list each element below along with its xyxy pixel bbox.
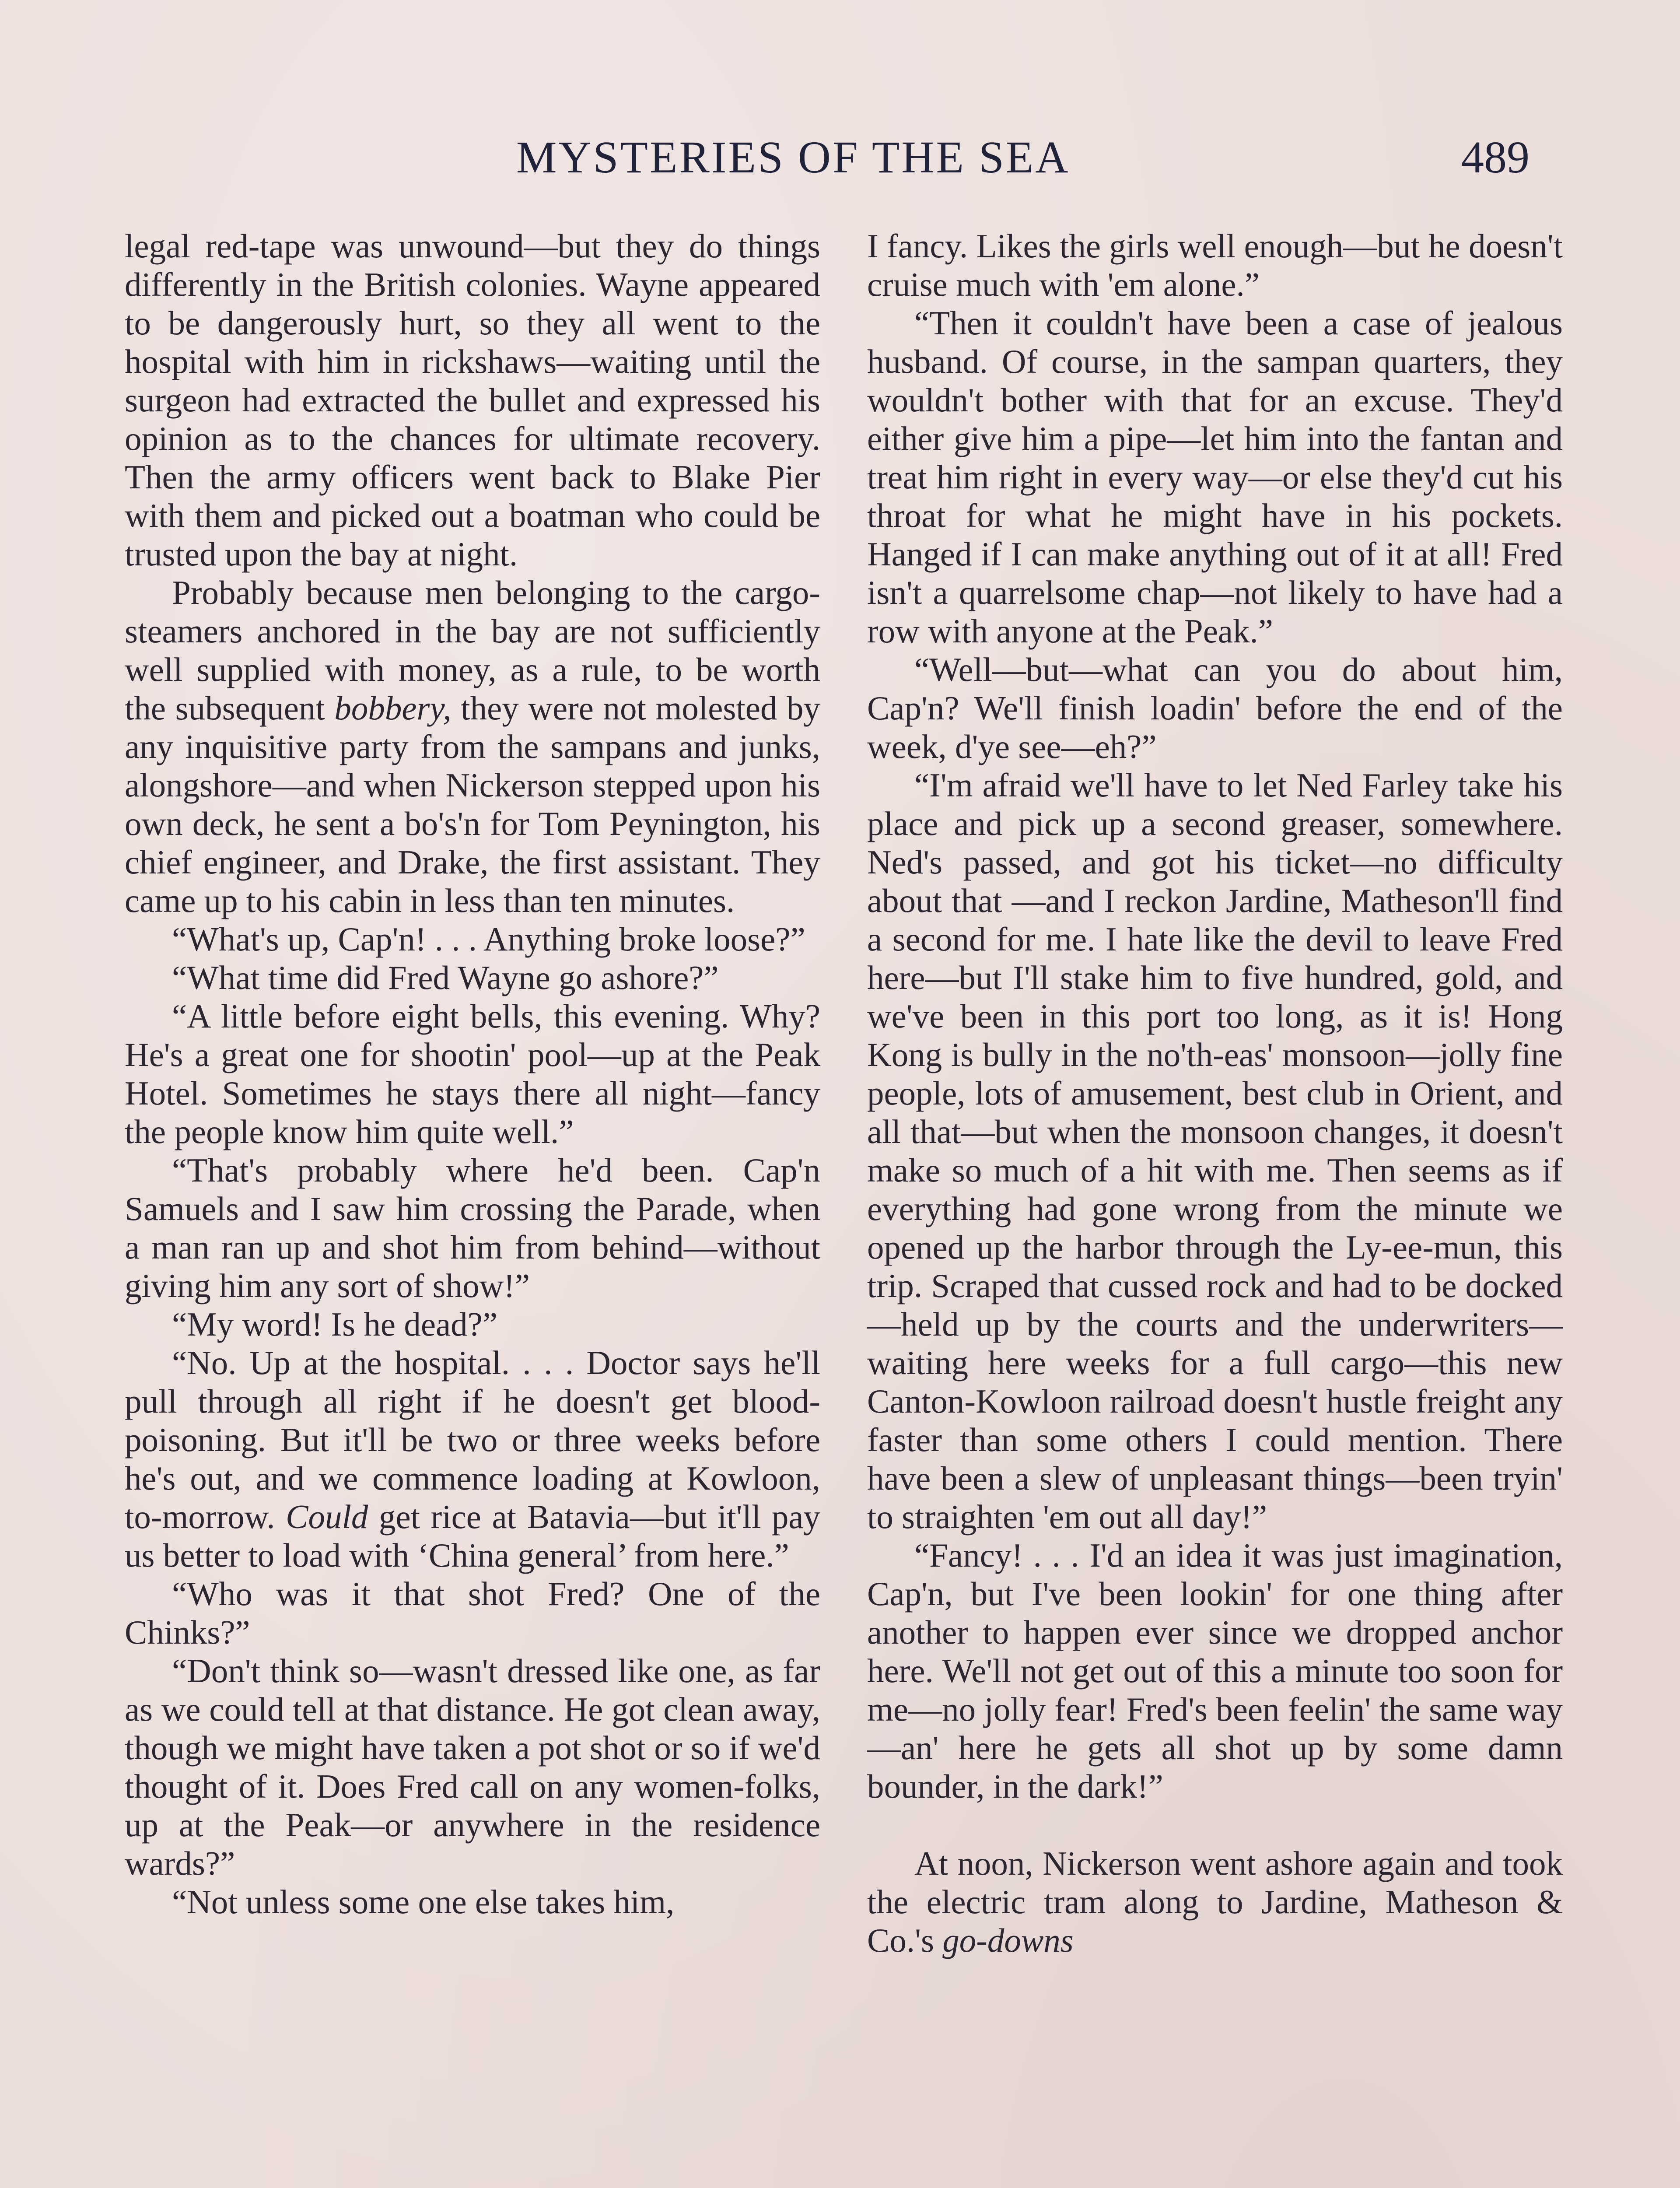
paragraph: “A little before eight bells, this evening. Why? He's a great one for shootin' pool—up at the Peak Hotel. Sometimes he stays there all night—fancy the people know him quite well.” xyxy=(125,997,820,1150)
paragraph: “Then it couldn't have been a case of jealous husband. Of course, in the sampan quarters, they wouldn't bother with that for an excuse. They'd either give him a pipe—let him into the fantan and treat him right in every way—or else they'd cut his throat for what he might have in his pockets. Hanged if I can make anything out of it at all! Fred isn't a quarrelsome chap—not likely to have had a row with anyone at the Peak.” xyxy=(867,304,1563,650)
italic-word: Could xyxy=(286,1498,368,1536)
paragraph: “Not unless some one else takes him, xyxy=(172,1883,675,1921)
paragraph: I fancy. Likes the girls well enough—but he doesn't cruise much with 'em alone.” xyxy=(867,227,1563,303)
paragraph: “Fancy! . . . I'd an idea it was just imagination, Cap'n, but I've been lookin' for one thing after another to happen ever since we dropped anchor here. We'll not get out of this a minute too soon for me—no jolly fear! Fred's been feelin' the same way—an' here he gets all shot up by some damn bounder, in the dark!” xyxy=(867,1536,1563,1805)
paragraph: “What's up, Cap'n! . . . Anything broke loose?” xyxy=(172,920,805,958)
paragraph: “My word! Is he dead?” xyxy=(172,1305,498,1343)
paragraph: “No. Up at the hospital. . . . Doctor says he'll pull through all right if he doesn't get blood-poisoning. But it'll be two or three weeks before he's out, and we commence loading at Kowloon, to-morrow. Could get rice at Batavia—but it'll pay us better to load with ‘China general’ from here.” xyxy=(125,1344,820,1574)
italic-word: bobbery, xyxy=(334,689,452,727)
paragraph: Probably because men belonging to the cargo-steamers anchored in the bay are not sufficiently well supplied with money, as a rule, to be worth the subsequent bobbery, they were not molested by any inquisitive party from the sampans and junks, alongshore—and when Nickerson stepped upon his own deck, he sent a bo's'n for Tom Peynington, his chief engineer, and Drake, the first assistant. They came up to his cabin in less than ten minutes. xyxy=(125,574,821,919)
paragraph: “What time did Fred Wayne go ashore?” xyxy=(172,959,719,996)
left-column xyxy=(125,227,820,1921)
paragraph: “Who was it that shot Fred? One of the Chinks?” xyxy=(125,1575,820,1651)
paragraph: legal red-tape was unwound—but they do things differently in the British colonies. Wayne appeared to be dangerously hurt, so they all went to the hospital with him in rickshaws—waiting until the surgeon had extracted the bullet and expressed his opinion as to the chances for ultimate recovery. Then the army officers went back to Blake Pier with them and picked out a boatman who could be trusted upon the bay at night. xyxy=(125,227,820,573)
page-header xyxy=(0,131,1680,184)
running-title: MYSTERIES OF THE SEA xyxy=(516,132,1070,182)
page-number: 489 xyxy=(1461,132,1530,182)
italic-word: go-downs xyxy=(942,1922,1074,1959)
paragraph: “Don't think so—wasn't dressed like one, as far as we could tell at that distance. He got clean away, though we might have taken a pot shot or so if we'd thought of it. Does Fred call on any women-folks, up at the Peak—or anywhere in the residence wards?” xyxy=(125,1652,820,1882)
paragraph: “Well—but—what can you do about him, Cap'n? We'll finish loadin' before the end of the week, d'ye see—eh?” xyxy=(867,651,1563,765)
paragraph: “I'm afraid we'll have to let Ned Farley take his place and pick up a second greaser, somewhere. Ned's passed, and got his ticket—no difficulty about that —and I reckon Jardine, Matheson'll find a second for me. I hate like the devil to leave Fred here—but I'll stake him to five hundred, gold, and we've been in this port too long, as it is! Hong Kong is bully in the no'th-eas' monsoon—jolly fine people, lots of amusement, best club in Orient, and all that—but when the monsoon changes, it doesn't make so much of a hit with me. Then seems as if everything had gone wrong from the minute we opened up the harbor through the Ly-ee-mun, this trip. Scraped that cussed rock and had to be docked—held up by the courts and the underwriters—waiting here weeks for a full cargo—this new Canton-Kowloon railroad doesn't hustle freight any faster than some others I could mention. There have been a slew of unpleasant things—been tryin' to straighten 'em out all day!” xyxy=(867,766,1563,1536)
right-column xyxy=(867,227,1563,1960)
paragraph: “That's probably where he'd been. Cap'n Samuels and I saw him crossing the Parade, when a man ran up and shot him from behind—without giving him any sort of show!” xyxy=(125,1151,820,1304)
paragraph: At noon, Nickerson went ashore again and took the electric tram along to Jardine, Matheson & Co.'s go-downs xyxy=(867,1844,1563,1959)
